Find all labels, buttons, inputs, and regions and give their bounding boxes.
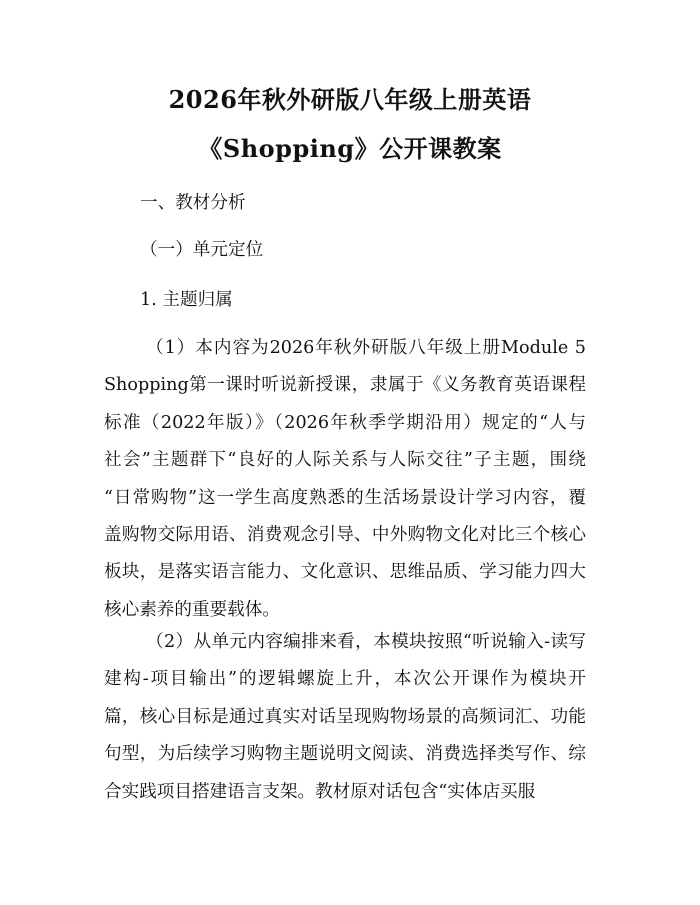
item-heading-theme-category: 1. 主题归属	[140, 290, 233, 310]
paragraph-2-line: 合实践项目搭建语言支架。教材原对话包含“实体店买服	[104, 781, 536, 802]
paragraph-2-line: 建构-项目输出”的逻辑螺旋上升，本次公开课作为模块开	[104, 669, 586, 690]
paragraph-1-line: Shopping第一课时听说新授课，隶属于《义务教育英语课程	[104, 375, 586, 396]
paragraph-1-line: （1）本内容为2026年秋外研版八年级上册Module 5	[146, 338, 586, 358]
document-title-line-1: 2026年秋外研版八年级上册英语	[168, 85, 532, 114]
paragraph-1	[104, 330, 586, 629]
section-heading-textbook-analysis: 一、教材分析	[140, 193, 246, 213]
paragraph-1-line: 核心素养的重要载体。	[104, 599, 280, 620]
subsection-heading-unit-positioning: （一）单元定位	[140, 240, 264, 260]
paragraph-1-line: “日常购物”这一学生高度熟悉的生活场景设计学习内容，覆	[104, 487, 586, 508]
paragraph-2-line: （2）从单元内容编排来看，本模块按照“听说输入-读写	[146, 632, 586, 652]
paragraph-1-line: 板块，是落实语言能力、文化意识、思维品质、学习能力四大	[104, 562, 586, 583]
paragraph-2-line: 句型，为后续学习购物主题说明文阅读、消费选择类写作、综	[104, 744, 586, 765]
paragraph-1-line: 社会”主题群下“良好的人际关系与人际交往”子主题，围绕	[104, 450, 586, 471]
paragraph-1-line: 盖购物交际用语、消费观念引导、中外购物文化对比三个核心	[104, 524, 586, 545]
paragraph-1-line: 标准（2022年版）》（2026年秋季学期沿用）规定的“人与	[104, 412, 586, 433]
paragraph-2-line: 篇，核心目标是通过真实对话呈现购物场景的高频词汇、功能	[104, 706, 586, 727]
document-title-line-2: 《Shopping》公开课教案	[198, 134, 502, 163]
paragraph-2	[104, 624, 586, 811]
